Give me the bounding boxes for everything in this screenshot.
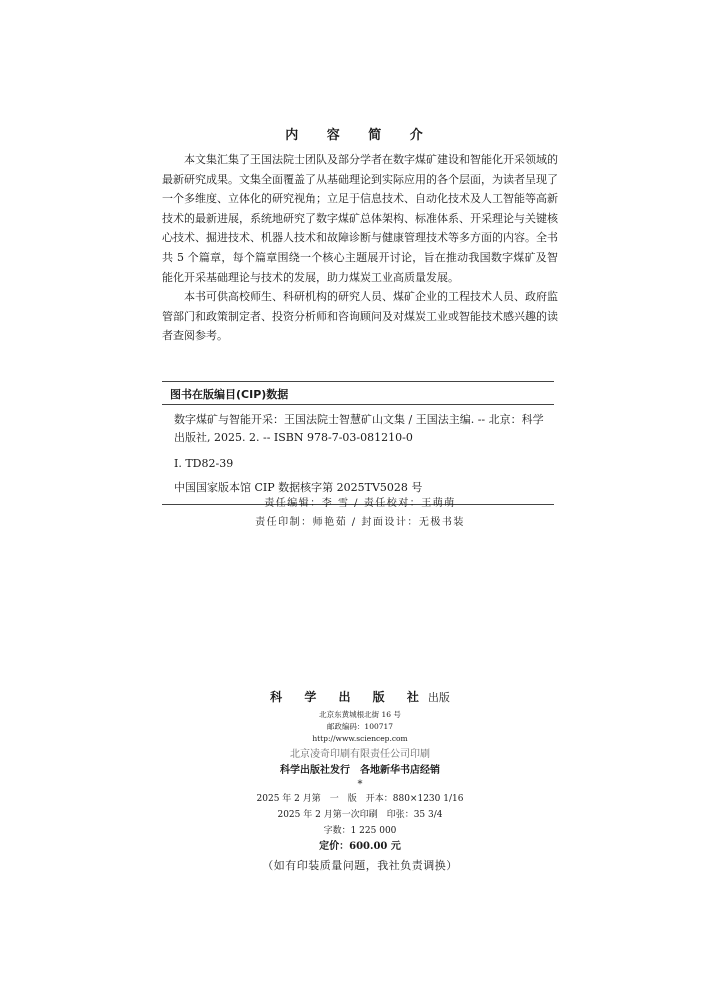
intro-text	[162, 150, 558, 346]
publisher-postcode: 邮政编码：100717	[326, 722, 394, 731]
price: 定价：600.00 元	[319, 841, 401, 852]
credits-line-production: 责任印制：师艳茹 / 封面设计：无极书装	[255, 517, 465, 528]
printer-line: 北京凌奇印刷有限责任公司印刷	[290, 749, 430, 760]
publisher-name: 科 学 出 版 社	[270, 690, 428, 704]
cip-entry: 数字煤矿与智能开采：王国法院士智慧矿山文集 / 王国法主编. -- 北京：科学出版社, 2025. 2. -- ISBN 978-7-03-081210-0	[174, 413, 544, 444]
publisher-address: 北京东黄城根北街 16 号	[319, 710, 401, 719]
publisher-line	[0, 688, 720, 705]
intro-paragraph: 本书可供高校师生、科研机构的研究人员、煤矿企业的工程技术人员、政府监管部门和政策制定者、投资分析师和咨询顾问及对煤炭工业或智能技术感兴趣的读者查阅参考。	[162, 290, 558, 343]
publisher-suffix: 出版	[427, 691, 450, 704]
credits-line-editors: 责任编辑：李 雪 / 责任校对：王萌萌	[264, 498, 456, 509]
cip-classification: Ⅰ. TD82-39	[174, 457, 234, 470]
distribution-line: 科学出版社发行 各地新华书店经销	[280, 765, 440, 776]
cip-verification: 中国国家版本馆 CIP 数据核字第 2025TV5028 号	[174, 481, 423, 494]
cip-block	[162, 381, 554, 505]
quality-notice: （如有印装质量问题，我社负责调换）	[262, 859, 458, 872]
intro-title: 内 容 简 介	[285, 128, 435, 143]
printing-line: 2025 年 2 月第一次印刷 印张：35 3/4	[277, 810, 443, 820]
credits	[0, 494, 720, 532]
edition-line: 2025 年 2 月第 一 版 开本：880×1230 1/16	[256, 794, 464, 804]
colophon	[0, 688, 720, 877]
publisher-website: http://www.sciencep.com	[312, 734, 408, 743]
cip-title: 图书在版编目(CIP)数据	[170, 388, 289, 401]
separator-star: *	[357, 779, 363, 790]
intro-paragraph: 本文集汇集了王国法院士团队及部分学者在数字煤矿建设和智能化开采领域的最新研究成果。文集全面覆盖了从基础理论到实际应用的各个层面，为读者呈现了一个多维度、立体化的研究视角；立足于信息技术、自动化技术及人工智能等高新技术的最新进展，系统地研究了数字煤矿总体架构、标准体系、开采理论与关键核心技术、掘进技术、机器人技术和故障诊断与健康管理技术等多方面的内容。全书共 5 个篇章，每个篇章围绕一个核心主题展开讨论，旨在推动我国数字煤矿及智能化开采基础理论与技术的发展，助力煤炭工业高质量发展。	[162, 153, 558, 284]
word-count: 字数：1 225 000	[323, 826, 397, 836]
